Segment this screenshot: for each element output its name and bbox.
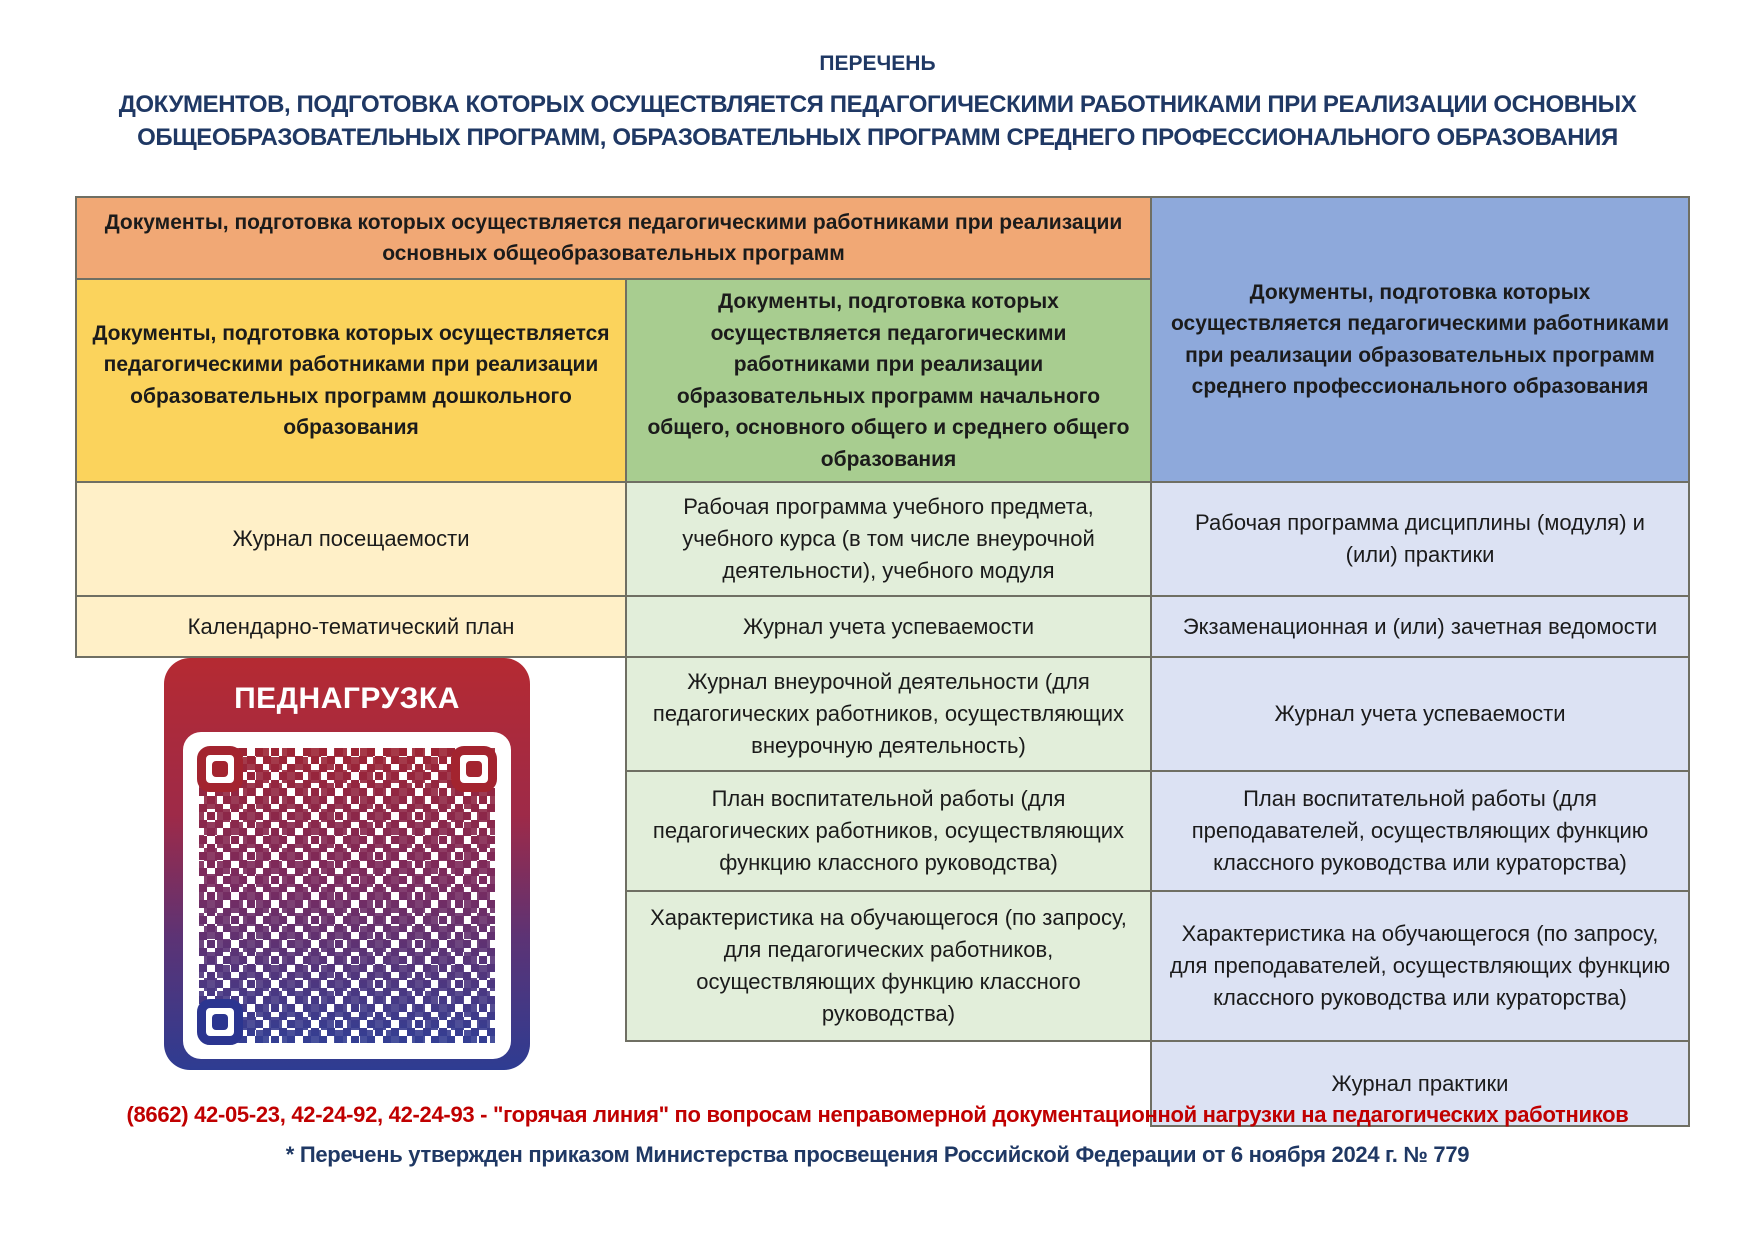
page-title-line2: ДОКУМЕНТОВ, ПОДГОТОВКА КОТОРЫХ ОСУЩЕСТВЛЯЕТСЯ ПЕДАГОГИЧЕСКИМИ РАБОТНИКАМИ ПРИ РЕАЛИЗАЦИИ ОСНОВНЫХ [118, 91, 1637, 118]
preschool-row-cell: Журнал посещаемости [76, 482, 626, 596]
column-header-preschool: Документы, подготовка которых осуществляется педагогическими работниками при реализации образовательных программ дошкольного образования [76, 279, 626, 482]
preschool-row-cell: Календарно-тематический план [76, 596, 626, 657]
qr-finder-icon [197, 999, 243, 1045]
school-row-cell: Характеристика на обучающегося (по запросу, для педагогических работников, осуществляющих функцию классного руководства) [626, 891, 1151, 1041]
qr-pattern [199, 748, 495, 1043]
footer-hotline-text: (8662) 42-05-23, 42-24-92, 42-24-93 - "горячая линия" по вопросам неправомерной документационной нагрузки на педагогических работников [126, 1102, 1629, 1127]
school-row-cell: Журнал внеурочной деятельности (для педагогических работников, осуществляющих внеурочную деятельность) [626, 657, 1151, 771]
page-title [0, 52, 1755, 154]
group-header-general-education: Документы, подготовка которых осуществляется педагогическими работниками при реализации основных общеобразовательных программ [76, 197, 1151, 279]
spo-row-cell: Экзаменационная и (или) зачетная ведомости [1151, 596, 1689, 657]
page-title-line1: ПЕРЕЧЕНЬ [819, 52, 936, 75]
pednagruzka-qr-card [164, 658, 530, 1070]
qr-code [183, 732, 511, 1059]
school-row-cell: Рабочая программа учебного предмета, учебного курса (в том числе внеурочной деятельности), учебного модуля [626, 482, 1151, 596]
school-row-cell: Журнал учета успеваемости [626, 596, 1151, 657]
spo-row-cell: План воспитательной работы (для преподавателей, осуществляющих функцию классного руководства или кураторства) [1151, 771, 1689, 891]
page-title-line3: ОБЩЕОБРАЗОВАТЕЛЬНЫХ ПРОГРАММ, ОБРАЗОВАТЕЛЬНЫХ ПРОГРАММ СРЕДНЕГО ПРОФЕССИОНАЛЬНОГО ОБРАЗОВАНИЯ [137, 124, 1618, 151]
qr-finder-icon [197, 746, 243, 792]
spo-row-cell: Характеристика на обучающегося (по запросу, для преподавателей, осуществляющих функцию классного руководства или кураторства) [1151, 891, 1689, 1041]
footer-approval-note: * Перечень утвержден приказом Министерства просвещения Российской Федерации от 6 ноября 2024 г. № 779 [285, 1142, 1470, 1167]
footer [0, 1102, 1755, 1168]
spo-row-cell: Рабочая программа дисциплины (модуля) и (или) практики [1151, 482, 1689, 596]
spo-row-cell: Журнал учета успеваемости [1151, 657, 1689, 771]
qr-card-title: ПЕДНАГРУЗКА [234, 682, 460, 715]
qr-finder-icon [451, 746, 497, 792]
column-header-spo: Документы, подготовка которых осуществляется педагогическими работниками при реализации образовательных программ среднего профессионального образования [1151, 197, 1689, 482]
spo-row-cell: Журнал практики [1151, 1041, 1689, 1126]
column-header-school: Документы, подготовка которых осуществляется педагогическими работниками при реализации образовательных программ начального общего, основного общего и среднего общего образования [626, 279, 1151, 482]
school-row-cell: План воспитательной работы (для педагогических работников, осуществляющих функцию классного руководства) [626, 771, 1151, 891]
